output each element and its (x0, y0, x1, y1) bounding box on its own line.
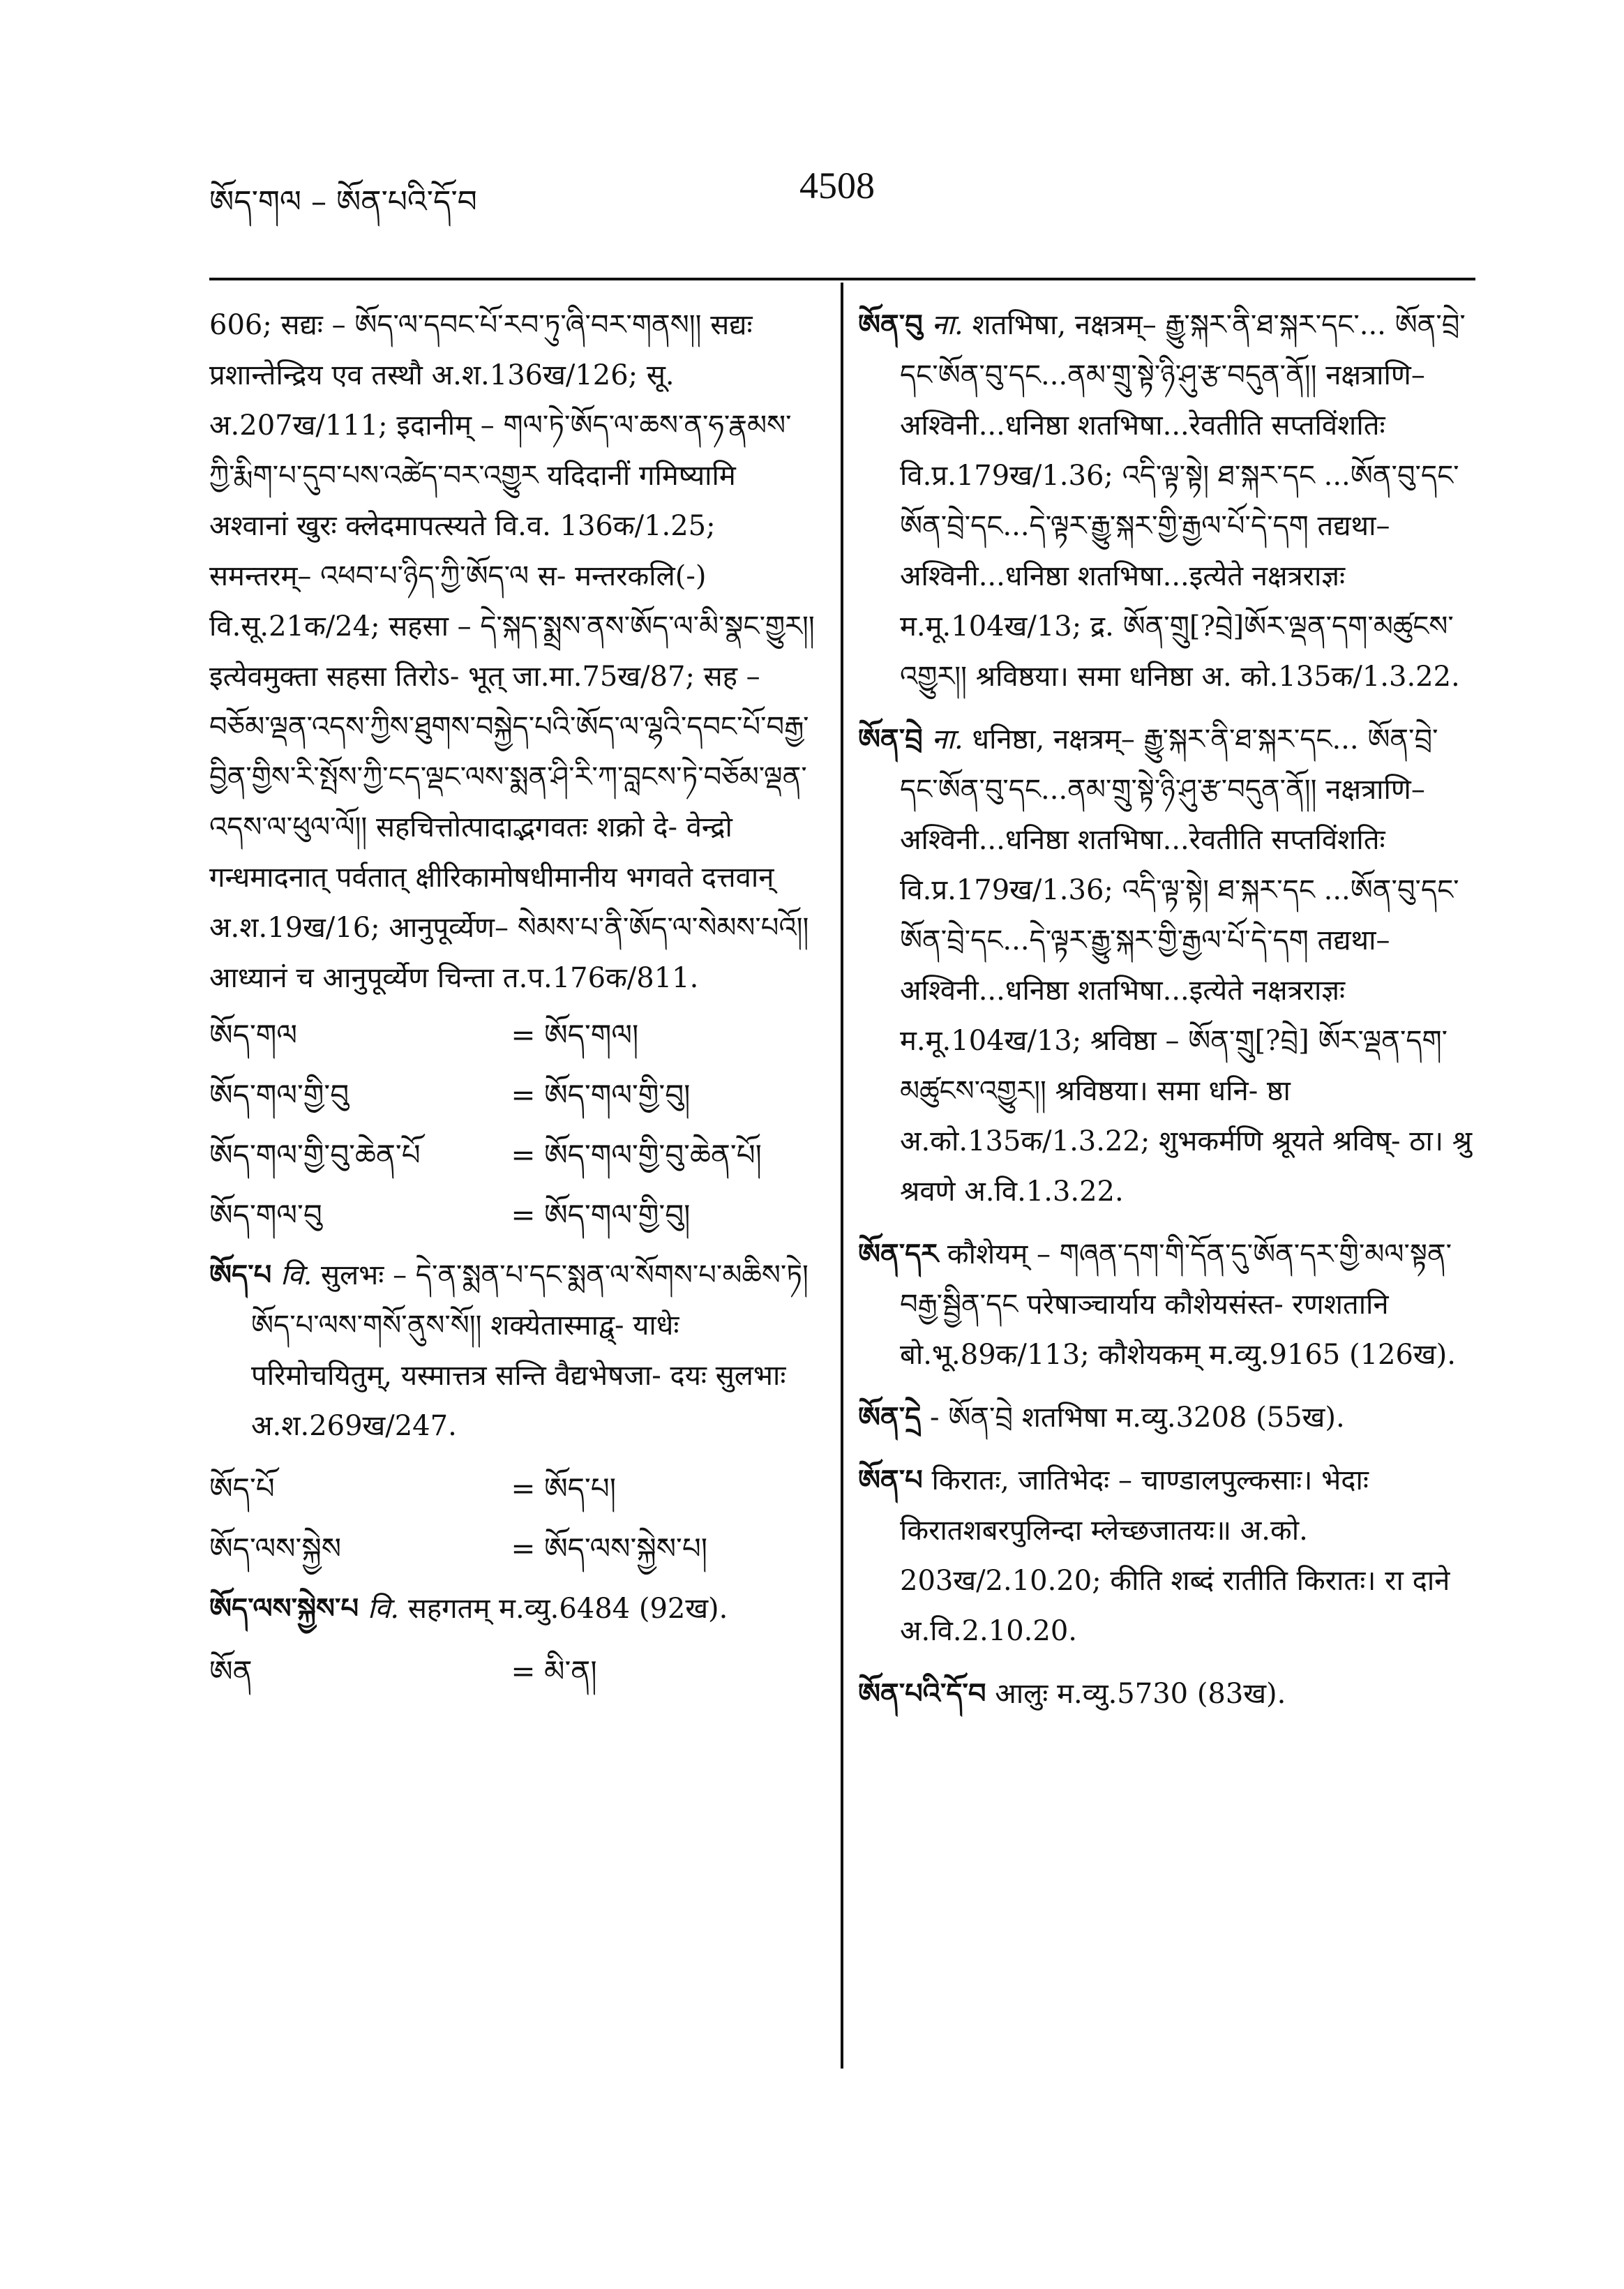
xref-term: ཨོད་པོ (209, 1471, 275, 1506)
entry-body: धनिष्ठा, नक्षत्रम्– རྒྱུ་སྐར་ནི་ཐ་སྐར་དང... ཨོན་བྲེ་དང་ཨོན་བུ་དང...ནམ་གྲུ་སྟེ་ཉི་ཤུ་རྩ་བདུན་ནོ།། नक्षत्राणि–अश्विनी...धनिष्ठा शतभिषा...रेवतीति सप्तविंशतिः वि.प्र.179ख/1.36; འདི་ལྟ་སྟེ། ཐ་སྐར་དང ...ཨོན་བུ་དང་ཨོན་བྲེ་དང...དེ་ལྟར་རྒྱུ་སྐར་གྱི་རྒྱལ་པོ་དེ་དག तद्यथा–अश्विनी...धनिष्ठा शतभिषा...इत्येते नक्षत्रराज्ञः म.मू.104ख/13; श्रविष्ठा – ཨོན་གྲུ[?བྲེ] ཨོར་ལྡན་དག་མཚུངས་འགྱུར།། श्रविष्ठया। समा धनि- ष्ठा अ.को.135क/1.3.22; शुभकर्मणि श्रूयते श्रविष्- ठा। श्रु श्रवणे अ.वि.1.3.22. (900, 723, 1473, 1208)
entry-headword: ཨོན་པ (858, 1464, 923, 1496)
xref-term: ཨོད་གལ་གྱི་བུ་ཆེན་པོ (209, 1138, 421, 1172)
entry-ondre (858, 1393, 1475, 1443)
entry-odpa (209, 1250, 816, 1451)
right-column (858, 300, 1475, 1732)
xref-term: ཨོན (209, 1654, 253, 1688)
entry-body: शतभिषा, नक्षत्रम्– རྒྱུ་སྐར་ནི་ཐ་སྐར་དང་... ཨོན་བྲེ་དང་ཨོན་བུ་དང...ནམ་གྲུ་སྟེ་ཉི་ཤུ་རྩ་བདུན་ནོ།། नक्षत्राणि–अश्विनी...धनिष्ठा शतभिषा...रेवतीति सप्तविंशतिः वि.प्र.179ख/1.36; འདི་ལྟ་སྟེ། ཐ་སྐར་དང ...ཨོན་བུ་དང་ཨོན་བྲེ་དང...དེ་ལྟར་རྒྱུ་སྐར་གྱི་རྒྱལ་པོ་དེ་དག तद्यथा–अश्विनी...धनिष्ठा शतभिषा...इत्येते नक्षत्रराज्ञः म.मू.104ख/13; द्र. ཨོན་གྲུ[?བྲེ]ཨོར་ལྡན་དག་མཚུངས་འགྱུར།། श्रविष्ठया। समा धनिष्ठा अ. को.135क/1.3.22. (900, 309, 1466, 693)
xref-target: མི་ན། (544, 1654, 597, 1688)
entry-headword: ཨོན་བྲེ (858, 723, 923, 756)
entry-onbu (858, 300, 1475, 702)
xref-equals: = (511, 1138, 536, 1172)
xref-target: ཨོད་གལ། (544, 1018, 639, 1052)
xref-target: ཨོད་གལ་གྱི་བུ་ཆེན་པོ། (544, 1138, 762, 1172)
xref-row (209, 1010, 816, 1060)
entry-grammar: वि. (367, 1593, 400, 1625)
entry-grammar: ना. (931, 309, 963, 341)
entry-body: सुलभः – དེ་ན་སྨན་པ་དང་སྨན་ལ་སོགས་པ་མཆིས་ཏེ། ཨོད་པ་ལས་གསོ་ནུས་སོ།། शक्येतास्माद्व्- याधेः परिमोचयितुम्, यस्मात्तत्र सन्ति वैद्यभेषजा- दयः सुलभाः अ.श.269ख/247. (251, 1259, 809, 1442)
xref-row (209, 1464, 816, 1514)
entry-skyes (209, 1584, 816, 1634)
entry-headword: ཨོན་པའི་དོ་བ (858, 1677, 986, 1710)
xref-term: ཨོད་གལ (209, 1018, 298, 1052)
entry-ondar (858, 1229, 1475, 1380)
header-rule (209, 278, 1475, 280)
entry-body: आलुः म.व्यु.5730 (83ख). (995, 1678, 1286, 1710)
entry-body: किरातः, जातिभेदः – चाण्डालपुल्कसाः। भेदाः किरातशबरपुलिन्दा म्लेच्छजातयः॥ अ.को. 203ख/2.10.20; कीति शब्दं रातीति किरातः। रा दाने अ.वि.2.10.20. (900, 1464, 1450, 1647)
page-number: 4508 (799, 165, 875, 207)
entry-onpai-doba (858, 1669, 1475, 1719)
entry-headword: ཨོན་དར (858, 1238, 939, 1270)
xref-term: ཨོད་ལས་སྐྱེས (209, 1531, 342, 1566)
xref-equals: = (511, 1198, 536, 1232)
xref-target: ཨོད་པ། (544, 1471, 617, 1506)
entry-headword: ཨོད་པ (209, 1259, 272, 1291)
xref-term: ཨོད་གལ་གྱི་བུ (209, 1078, 349, 1112)
xref-row (209, 1070, 816, 1120)
entry-onpa (858, 1455, 1475, 1656)
left-column (209, 300, 816, 1706)
entry-body: - ཨོན་བྲེ शतभिषा म.व्यु.3208 (55ख). (930, 1402, 1345, 1434)
running-title: ཨོད་གལ – ཨོན་པའི་དོ་བ (209, 184, 477, 220)
continuation-text: 606; सद्यः – ཨོད་ལ་དབང་པོ་རབ་ཏུ་ཞི་བར་གནས།། सद्यः प्रशान्तेन्द्रिय एव तस्थौ अ.श.136ख/126; सू. अ.207ख/111; इदानीम् – གལ་ཏེ་ཨོད་ལ་ཆས་ན་ཧ་རྣམས་ཀྱི་རྨིག་པ་དུབ་པས་འཚེད་བར་འགྱུར यदिदानीं गमिष्यामि अश्वानां खुरः क्लेदमापत्स्यते वि.व. 136क/1.25; समन्तरम्– འཕབ་པ་ཉིད་ཀྱི་ཨོད་ལ स- मन्तरकलि(-) वि.सू.21क/24; सहसा – དེ་སྐད་སྨྲས་ནས་ཨོད་ལ་མི་སྣང་གྱུར།། इत्येवमुक्ता सहसा तिरोऽ- भूत् जा.मा.75ख/87; सह – བཅོམ་ལྡན་འདས་ཀྱིས་ཐུགས་བསྐྱེད་པའི་ཨོད་ལ་ལྷའི་དབང་པོ་བརྒྱ་བྱིན་གྱིས་རི་སྤོས་ཀྱི་ངད་ལྡང་ལས་སྨན་ཤི་རི་ཀ་བླངས་ཏེ་བཅོམ་ལྡན་འདས་ལ་ཕུལ་ལོ།། सहचित्तोत्पादाद्भगवतः शक्रो दे- वेन्द्रो गन्धमादनात् पर्वतात् क्षीरिकामोषधीमानीय भगवते दत्तवान् अ.श.19ख/16; आनुपूर्व्येण– སེམས་པ་ནི་ཨོད་ལ་སེམས་པའོ།། आध्यानं च आनुपूर्व्येण चिन्ता त.प.176क/811. (209, 309, 815, 994)
xref-target: ཨོད་ལས་སྐྱེས་པ། (544, 1531, 708, 1566)
xref-equals: = (511, 1078, 536, 1112)
xref-equals: = (511, 1018, 536, 1052)
xref-row (209, 1130, 816, 1180)
entry-grammar: वि. (280, 1259, 313, 1291)
entry-body: कौशेयम् – གཞན་དག་གི་དོན་དུ་ཨོན་དར་གྱི་མལ་སྟན་བརྒྱ་སྦྱིན་དང परेषाञ्चार्याय कौशेयसंस्त- रणशतानि बो.भू.89क/113; कौशेयकम् म.व्यु.9165 (126ख). (900, 1238, 1456, 1371)
entry-onbre (858, 714, 1475, 1217)
entry-headword: ཨོན་བུ (858, 308, 923, 341)
entry-headword: ཨོན་དྲེ (858, 1401, 922, 1434)
xref-term: ཨོད་གལ་བུ (209, 1198, 322, 1232)
xref-target: ཨོད་གལ་གྱི་བུ། (544, 1078, 691, 1112)
xref-row (209, 1190, 816, 1240)
xref-row (209, 1524, 816, 1574)
xref-equals: = (511, 1654, 536, 1688)
entry-body: सहगतम् म.व्यु.6484 (92ख). (407, 1593, 728, 1625)
xref-row (209, 1646, 816, 1697)
column-divider (841, 283, 843, 2069)
xref-equals: = (511, 1531, 536, 1566)
xref-target: ཨོད་གལ་གྱི་བུ། (544, 1198, 691, 1232)
xref-equals: = (511, 1471, 536, 1506)
entry-grammar: ना. (931, 723, 963, 756)
entry-headword: ཨོད་ལས་སྐྱེས་པ (209, 1592, 359, 1625)
